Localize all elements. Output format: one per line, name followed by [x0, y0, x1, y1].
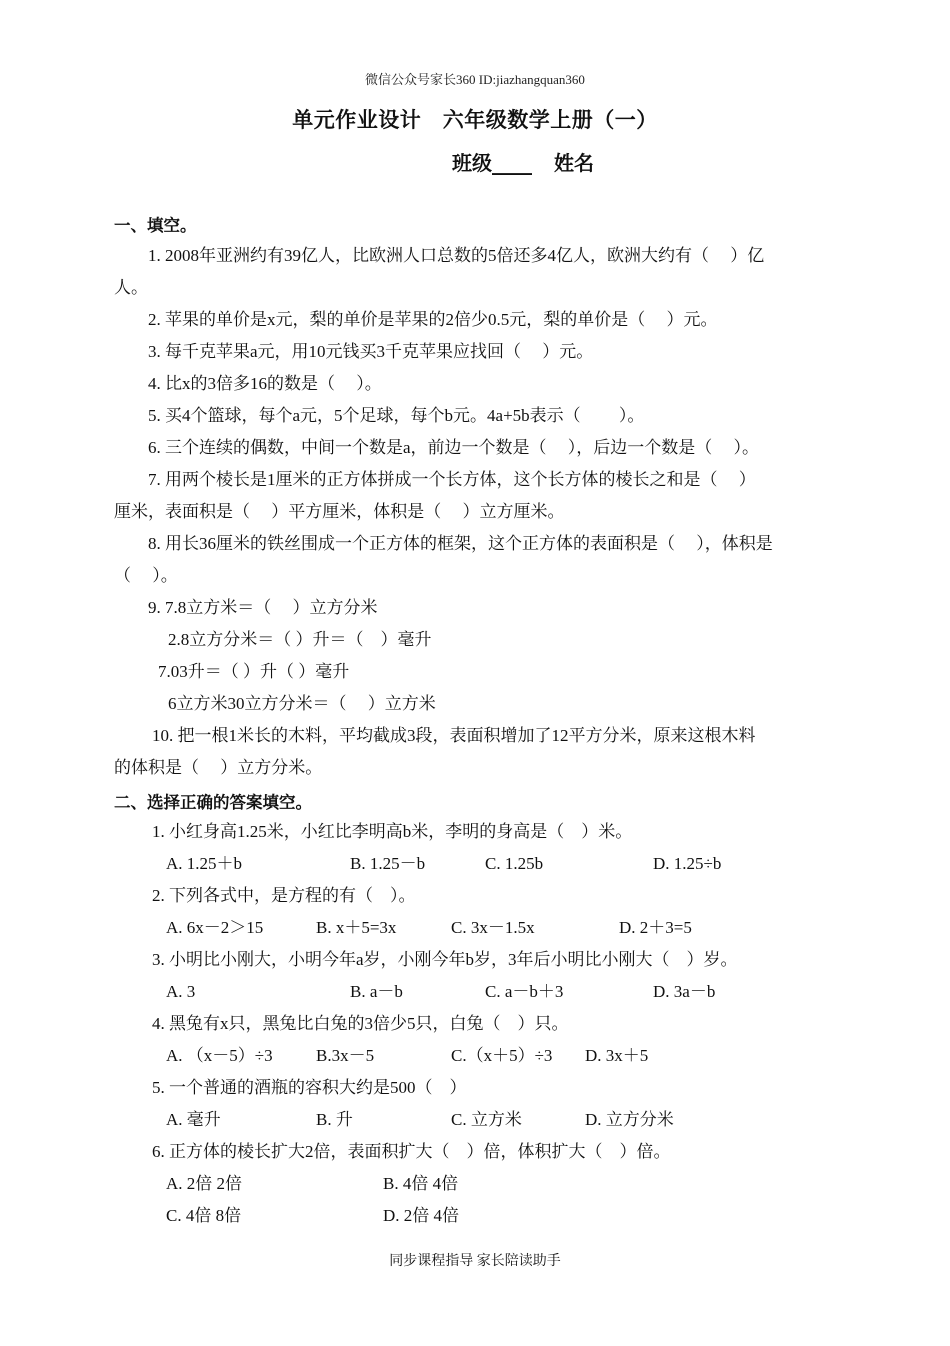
fill-item-5: 5. 买4个篮球，每个a元，5个足球，每个b元。4a+5b表示（ ）。: [148, 406, 645, 425]
choice-q5-stem: 5. 一个普通的酒瓶的容积大约是500（ ）: [152, 1078, 467, 1097]
fill-item-10-cont: 的体积是（ ）立方分米。: [114, 758, 323, 777]
choice-q5-option-a: A. 毫升: [166, 1110, 221, 1129]
section-2-heading: 二、选择正确的答案填空。: [114, 793, 312, 812]
fill-item-3: 3. 每千克苹果a元，用10元钱买3千克苹果应找回（ ）元。: [148, 342, 594, 361]
footer-note: 同步课程指导 家长陪读助手: [389, 1254, 561, 1269]
choice-q5-option-c: C. 立方米: [451, 1110, 522, 1129]
fill-item-4: 4. 比x的3倍多16的数是（ ）。: [148, 374, 382, 393]
fill-item-9d: 6立方米30立方分米＝（ ）立方米: [168, 694, 436, 713]
choice-q6-option-b: B. 4倍 4倍: [383, 1174, 459, 1193]
choice-q6-stem: 6. 正方体的棱长扩大2倍，表面积扩大（ ）倍，体积扩大（ ）倍。: [152, 1142, 671, 1161]
fill-item-9a: 9. 7.8立方米＝（ ）立方分米: [148, 598, 378, 617]
choice-q2-stem: 2. 下列各式中，是方程的有（ ）。: [152, 886, 416, 905]
fill-item-9b: 2.8立方分米＝（ ）升＝（ ）毫升: [168, 630, 432, 649]
section-1-heading: 一、填空。: [114, 216, 197, 235]
choice-q3-option-d: D. 3a－b: [653, 982, 716, 1001]
page-title: 单元作业设计 六年级数学上册（一）: [292, 108, 658, 132]
choice-q4-option-d: D. 3x＋5: [585, 1046, 649, 1065]
choice-q6-option-d: D. 2倍 4倍: [383, 1206, 460, 1225]
choice-q2-option-d: D. 2＋3=5: [619, 918, 692, 937]
choice-q4-stem: 4. 黑兔有x只，黑兔比白兔的3倍少5只，白兔（ ）只。: [152, 1014, 569, 1033]
fill-item-7: 7. 用两个棱长是1厘米的正方体拼成一个长方体，这个长方体的棱长之和是（ ）: [148, 470, 756, 489]
choice-q1-option-a: A. 1.25＋b: [166, 854, 243, 873]
fill-item-7-cont: 厘米，表面积是（ ）平方厘米，体积是（ ）立方厘米。: [114, 502, 565, 521]
choice-q2-option-b: B. x＋5=3x: [316, 918, 397, 937]
name-label: 姓名: [554, 151, 594, 175]
choice-q3-option-c: C. a－b＋3: [485, 982, 564, 1001]
choice-q1-option-c: C. 1.25b: [485, 854, 544, 873]
choice-q5-option-b: B. 升: [316, 1110, 353, 1129]
choice-q2-option-c: C. 3x－1.5x: [451, 918, 535, 937]
fill-item-1-cont: 人。: [114, 278, 148, 297]
choice-q4-option-a: A. （x－5）÷3: [166, 1046, 273, 1065]
choice-q3-option-a: A. 3: [166, 982, 196, 1001]
fill-item-10: 10. 把一根1米长的木料，平均截成3段，表面积增加了12平方分米，原来这根木料: [152, 726, 756, 745]
choice-q5-option-d: D. 立方分米: [585, 1110, 674, 1129]
choice-q3-option-b: B. a－b: [350, 982, 403, 1001]
class-name-line: [452, 147, 594, 176]
choice-q4-option-b: B.3x－5: [316, 1046, 375, 1065]
choice-q4-option-c: C.（x＋5）÷3: [451, 1046, 553, 1065]
header-note: 微信公众号家长360 ID:jiazhangquan360: [365, 72, 585, 87]
choice-q3-stem: 3. 小明比小刚大，小明今年a岁，小刚今年b岁，3年后小明比小刚大（ ）岁。: [152, 950, 738, 969]
choice-q6-option-a: A. 2倍 2倍: [166, 1174, 243, 1193]
choice-q1-option-b: B. 1.25－b: [350, 854, 426, 873]
fill-item-2: 2. 苹果的单价是x元，梨的单价是苹果的2倍少0.5元，梨的单价是（ ）元。: [148, 310, 718, 329]
fill-item-8: 8. 用长36厘米的铁丝围成一个正方体的框架，这个正方体的表面积是（ ），体积是: [148, 534, 773, 553]
choice-q2-option-a: A. 6x－2＞15: [166, 918, 264, 937]
choice-q1-option-d: D. 1.25÷b: [653, 854, 722, 873]
choice-q6-option-c: C. 4倍 8倍: [166, 1206, 242, 1225]
fill-item-6: 6. 三个连续的偶数，中间一个数是a，前边一个数是（ ），后边一个数是（ ）。: [148, 438, 760, 457]
fill-item-1: 1. 2008年亚洲约有39亿人，比欧洲人口总数的5倍还多4亿人，欧洲大约有（ ）亿: [148, 246, 765, 265]
fill-item-8-cont: （ ）。: [114, 566, 178, 585]
class-label: 班级____: [452, 151, 532, 175]
choice-q1-stem: 1. 小红身高1.25米，小红比李明高b米，李明的身高是（ ）米。: [152, 822, 633, 841]
fill-item-9c: 7.03升＝（ ）升（ ）毫升: [158, 662, 350, 681]
